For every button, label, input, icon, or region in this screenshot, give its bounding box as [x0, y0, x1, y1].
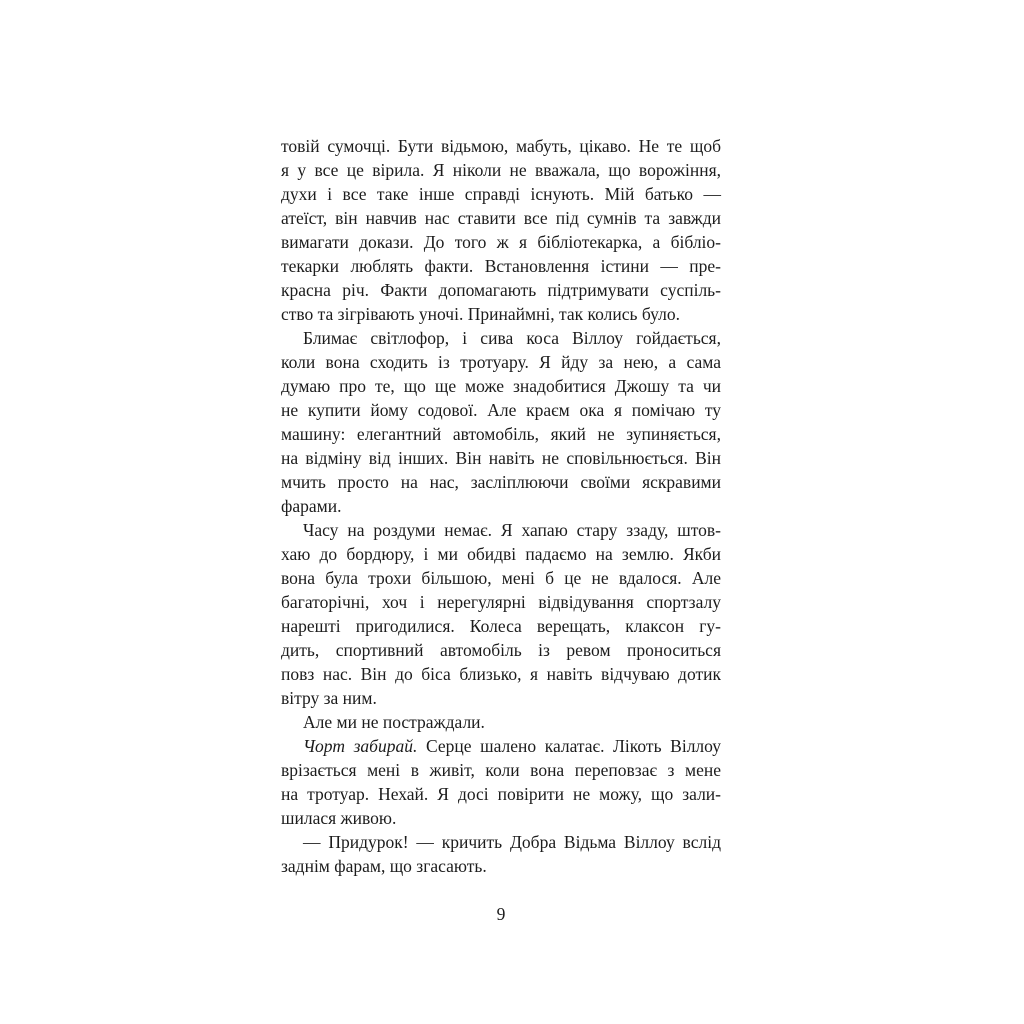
text-line — [281, 446, 721, 470]
text-line — [281, 590, 721, 614]
text-segment: атеїст, він навчив нас ставити все під сумнів та завжди — [281, 208, 721, 228]
text-segment: шилася живою. — [281, 808, 397, 828]
text-line — [281, 206, 721, 230]
text-line — [281, 734, 721, 758]
paragraph — [281, 710, 721, 734]
text-segment: не купити йому содової. Але краєм ока я помічаю ту — [281, 400, 721, 420]
text-segment: текарки люблять факти. Встановлення істини — пре- — [281, 256, 721, 276]
text-line — [281, 470, 721, 494]
text-segment: думаю про те, що ще може знадобитися Джошу та чи — [281, 376, 721, 396]
page-number: 9 — [496, 904, 506, 924]
text-line — [281, 254, 721, 278]
text-line — [281, 134, 721, 158]
text-line — [281, 422, 721, 446]
italic-text: Чорт забирай. — [303, 736, 418, 756]
text-line — [281, 662, 721, 686]
text-line — [281, 542, 721, 566]
text-segment: нарешті пригодилися. Колеса верещать, клаксон гу- — [281, 616, 721, 636]
text-line — [281, 302, 721, 326]
text-segment: Блимає світлофор, і сива коса Віллоу гойдається, — [303, 328, 721, 348]
text-line — [281, 398, 721, 422]
text-segment: вимагати докази. До того ж я бібліотекарка, а бібліо- — [281, 232, 721, 252]
text-segment: повз нас. Він до біса близько, я навіть відчуваю дотик — [281, 664, 721, 684]
text-line — [281, 182, 721, 206]
text-segment: — Придурок! — кричить Добра Відьма Віллоу вслід — [303, 832, 721, 852]
text-segment: вітру за ним. — [281, 688, 377, 708]
text-segment: мчить просто на нас, засліплюючи своїми яскравими — [281, 472, 721, 492]
text-line — [281, 782, 721, 806]
paragraph — [281, 734, 721, 830]
text-line — [281, 638, 721, 662]
text-segment: я у все це вірила. Я ніколи не вважала, що ворожіння, — [281, 160, 721, 180]
text-line — [281, 854, 721, 878]
paragraph — [281, 134, 721, 326]
text-segment: вона була трохи більшою, мені б це не вдалося. Але — [281, 568, 721, 588]
text-line — [281, 518, 721, 542]
text-line — [281, 350, 721, 374]
text-line — [281, 326, 721, 350]
text-segment: фарами. — [281, 496, 342, 516]
text-line — [281, 230, 721, 254]
text-segment: товій сумочці. Бути відьмою, мабуть, цікаво. Не те щоб — [281, 136, 721, 156]
text-line — [281, 758, 721, 782]
text-segment: хаю до бордюру, і ми обидві падаємо на землю. Якби — [281, 544, 721, 564]
text-line — [281, 806, 721, 830]
paragraph — [281, 518, 721, 710]
text-segment: машину: елегантний автомобіль, який не зупиняється, — [281, 424, 721, 444]
text-segment: дить, спортивний автомобіль із ревом проноситься — [281, 640, 721, 660]
paragraph — [281, 830, 721, 878]
text-line — [281, 158, 721, 182]
text-line — [281, 566, 721, 590]
text-block — [281, 134, 721, 878]
text-segment: Часу на роздуми немає. Я хапаю стару ззаду, штов- — [303, 520, 721, 540]
text-segment: врізається мені в живіт, коли вона переповзає з мене — [281, 760, 721, 780]
text-segment: багаторічні, хоч і нерегулярні відвідування спортзалу — [281, 592, 721, 612]
paragraph — [281, 326, 721, 518]
text-segment: на тротуар. Нехай. Я досі повірити не можу, що зали- — [281, 784, 721, 804]
text-segment: Серце шалено калатає. Лікоть Віллоу — [417, 736, 721, 756]
text-line — [281, 710, 721, 734]
text-line — [281, 686, 721, 710]
text-line — [281, 614, 721, 638]
text-segment: духи і все таке інше справді існують. Мій батько — — [281, 184, 721, 204]
text-segment: красна річ. Факти допомагають підтримувати суспіль- — [281, 280, 721, 300]
text-line — [281, 374, 721, 398]
text-line — [281, 278, 721, 302]
text-segment: заднім фарам, що згасають. — [281, 856, 487, 876]
text-segment: Але ми не постраждали. — [303, 712, 485, 732]
text-line — [281, 830, 721, 854]
text-line — [281, 494, 721, 518]
text-segment: на відміну від інших. Він навіть не сповільнюється. Він — [281, 448, 721, 468]
text-segment: коли вона сходить із тротуару. Я йду за нею, а сама — [281, 352, 721, 372]
text-segment: ство та зігрівають уночі. Принаймні, так колись було. — [281, 304, 680, 324]
